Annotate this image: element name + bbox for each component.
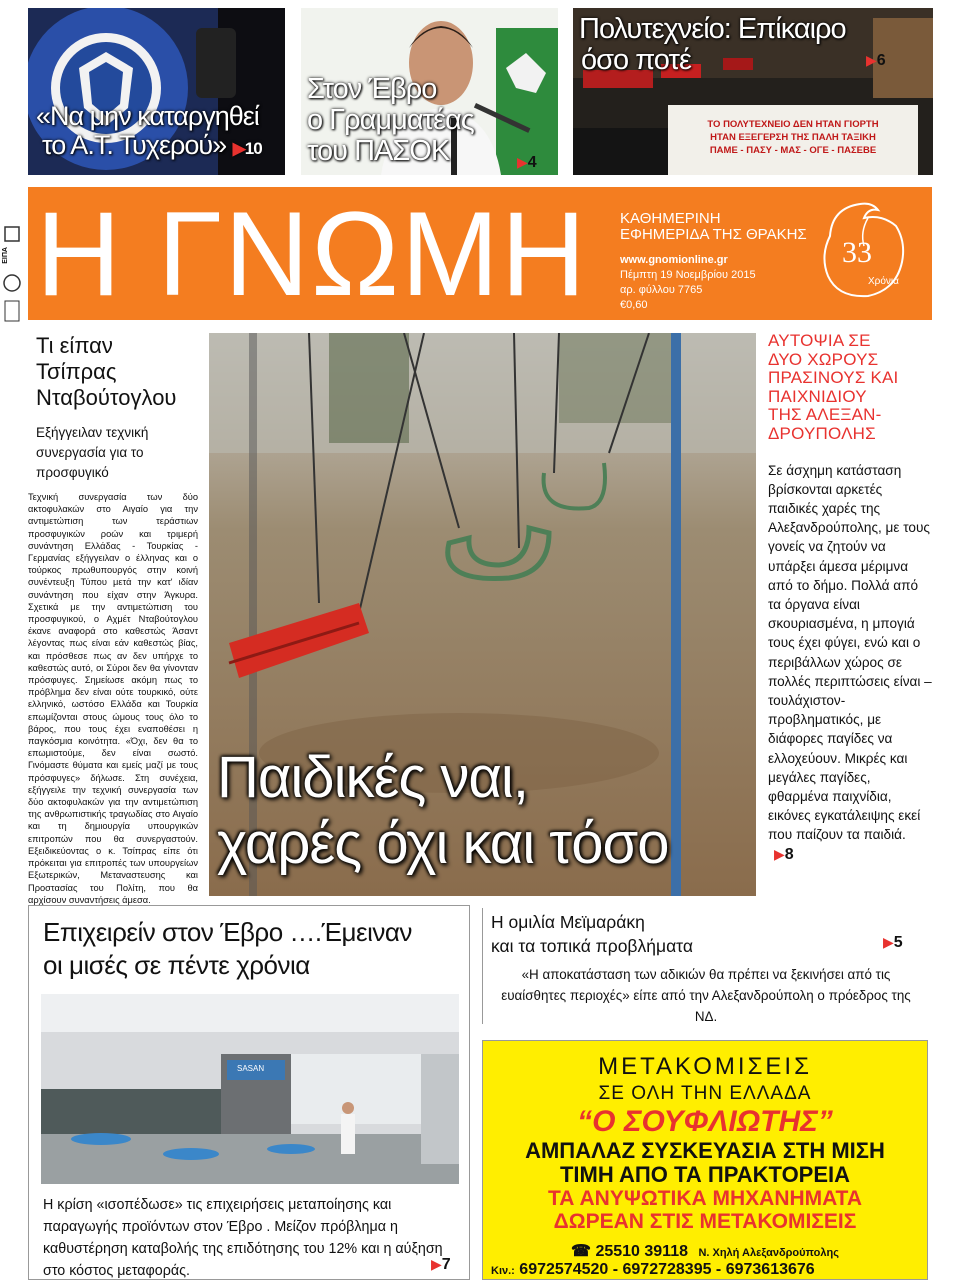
evros-article[interactable]: Επιχειρείν στον Έβρο ….Έμειναν οι μισές σε πέντε χρόνια SASAN Η κρίση «ισοπέδωσε» τις επιχειρήσεις μεταποίησης και παραγωγής προϊόντων στον Έβρο . Μείζον πρόβλημα η καθυστέρηση καταβολής της επιδότησης του 12% και η αύξηση στο κόστος μεταφοράς. ▶7 (28, 905, 470, 1280)
article-title: ΑΥΤΟΨΙΑ ΣΕ (768, 331, 871, 350)
teaser-title: «Να μην καταργηθεί (36, 101, 259, 131)
subtitle-line: ΚΑΘΗΜΕΡΙΝΗ (620, 210, 721, 227)
ad-line: ΑΜΠΑΛΑΖ ΣΥΣΚΕΥΑΣΙΑ ΣΤΗ ΜΙΣΗ (525, 1138, 885, 1163)
phone-icon: ☎ (571, 1243, 591, 1260)
banner-text: ΗΤΑΝ ΕΞΕΓΕΡΣΗ ΤΗΣ ΠΑΛΗ ΤΑΞΙΚΗ (710, 132, 876, 143)
teaser-title: όσο ποτέ (581, 44, 691, 76)
page-ref: 6 (876, 52, 886, 69)
side-label (2, 225, 22, 325)
article-body: Η κρίση «ισοπέδωσε» τις επιχειρήσεις μεταποίησης και παραγωγής προϊόντων στον Έβρο . Μείζον πρόβλημα η καθυστέρηση καταβολής της επιδότησης του 12% και η αύξηση στο κόστος μεταφοράς. (43, 1197, 443, 1279)
ad-mobiles: 6972574520 - 6972728395 - 6973613676 (519, 1261, 815, 1278)
meimarakis-article[interactable]: Η ομιλία Μεϊμαράκη και τα τοπικά προβλήματα ▶5 «Η αποκατάσταση των αδικιών θα πρέπει να ξεκινήσει από τις ευαίσθητες περιοχές» είπε από την Αλεξανδρούπολη ο πρόεδρος της ΝΔ. (482, 908, 928, 1024)
article-title: ΔΥΟ ΧΩΡΟΥΣ (768, 349, 879, 369)
article-body: Σε άσχημη κατάσταση βρίσκονται αρκετές παιδικές χαρές της Αλεξανδρούπολης, με τους γονείς να ζητούν να υπάρξει άμεσα μέριμνα από το δήμο. Πολλά από τα όργανα είναι σκουριασμένα, η μπογιά τους έχει φύγει, ενώ και ο περιβάλλων χώρος σε πολλές περιπτώσεις είναι –τουλάχιστον- προβληματικός, με διάφορες παγίδες να ελλοχεύουν. Μικρές και μεγάλες παγίδες, φθαρμένα παιχνίδια, εικόνες εγκατάλειψης εκεί που παίζουν τα παιδιά. (768, 462, 932, 843)
subtitle-line: ΕΦΗΜΕΡΙΔΑ ΤΗΣ ΘΡΑΚΗΣ (620, 226, 807, 243)
article-title: ΤΗΣ ΑΛΕΞΑΝ- (768, 405, 882, 425)
banner-text: ΤΟ ΠΟΛΥΤΕΧΝΕΙΟ ΔΕΝ ΗΤΑΝ ΓΙΟΡΤΗ (707, 119, 879, 130)
masthead-subtitle (620, 211, 807, 243)
ad-line: ΔΩΡΕΑΝ ΣΤΙΣ ΜΕΤΑΚΟΜΙΣΕΙΣ (553, 1210, 857, 1233)
issue-price: €0,60 (620, 299, 648, 311)
headline-line: χαρές όχι και τόσο (217, 811, 669, 876)
ad-line: ΤΑ ΑΝΥΨΩΤΙΚΑ ΜΗΧΑΝΗΜΑΤΑ (548, 1187, 862, 1210)
headline-line: Παιδικές ναι, (217, 745, 528, 810)
article-body: «Η αποκατάσταση των αδικιών θα πρέπει να ξεκινήσει από τις ευαίσθητες περιοχές» είπε από την Αλεξανδρούπολη ο πρόεδρος της ΝΔ. (501, 967, 911, 1024)
ad-mobile-label: Κιν.: (491, 1265, 515, 1277)
machine-sign: SASAN (237, 1064, 265, 1073)
article-title: ΠΡΑΣΙΝΟΥΣ ΚΑΙ (768, 368, 899, 388)
article-title: ΔΡΟΥΠΟΛΗΣ (768, 423, 876, 443)
teaser-title: Πολυτεχνείο: Επίκαιρο (579, 13, 846, 45)
side-label-text: ΕΙΠΑ (2, 247, 9, 264)
page-ref: 5 (893, 934, 903, 951)
moving-company-ad[interactable] (482, 1040, 928, 1280)
ad-phone: 25510 39118 (595, 1243, 688, 1260)
anniversary-label: Χρόνια (868, 276, 899, 287)
main-headline[interactable] (217, 745, 669, 877)
article-headline: Επιχειρείν στον Έβρο ….Έμειναν (43, 917, 412, 947)
page-ref: 10 (244, 139, 262, 158)
ad-line: ΤΙΜΗ ΑΠΟ ΤΑ ΠΡΑΚΤΟΡΕΙΑ (559, 1162, 851, 1187)
article-title: ΠΑΙΧΝΙΔΙΟΥ (768, 386, 867, 406)
right-article[interactable]: ΑΥΤΟΨΙΑ ΣΕ ΔΥΟ ΧΩΡΟΥΣ ΠΡΑΣΙΝΟΥΣ ΚΑΙ ΠΑΙΧΝΙΔΙΟΥ ΤΗΣ ΑΛΕΞΑΝ- ΔΡΟΥΠΟΛΗΣ Σε άσχημη κατάσταση βρίσκονται αρκετές παιδικές χαρές της Αλεξανδρούπολης, με τους γονείς να ζητούν να υπάρξει άμεσα μέριμνα από το δήμο. Πολλά από τα όργανα είναι σκουριασμένα, η μπογιά τους έχει φύγει, ενώ και ο περιβάλλων χώρος σε πολλές περιπτώσεις είναι –τουλάχιστον- προβληματικός, με διάφορες παγίδες να ελλοχεύουν. Μικρές και μεγάλες παγίδες, φθαρμένα παιχνίδια, εικόνες εγκατάλειψης εκεί που παίζουν τα παιδιά. ▶8 (768, 331, 932, 863)
article-title: Τσίπρας (36, 359, 117, 384)
article-headline: οι μισές σε πέντε χρόνια (43, 950, 310, 980)
website-link[interactable]: www.gnomionline.gr (620, 254, 728, 266)
article-subtitle: Εξήγγειλαν τεχνική (36, 425, 149, 440)
ad-line: ΣΕ ΟΛΗ ΤΗΝ ΕΛΛΑΔΑ (598, 1083, 812, 1104)
article-body: Τεχνική συνεργασία των δύο ακτοφυλακών στο Αιγαίο για την αντιμετώπιση των τεράστιων προσφυγικών ροών και τριμερή συνάντηση Ελλάδας - Τουρκίας - Γερμανίας εξήγγειλαν ο έλληνας και ο τούρκος πρωθυπουργός στην κοινή συνέντευξη Τύπου μετά την κατ' ιδίαν συνάντηση που είχαν στην Άγκυρα. Σχετικά με την αντιμετώπιση του προσφυγικού, ο Αχμέτ Νταβούτογλου έκανε αναφορά στο καθεστώς Άσαντ λέγοντας πως είναι εάν καθεστώς βίας, και πρόσθεσε πως αν δεν υπήρχε το καθεστώς αυτό, οι Σύροι δεν θα γίνονταν πρόσφυγες. Σημείωσε ακόμη πως το πρόβλημα δεν είναι ούτε τουρκικό, ούτε ελληνικό, ωστόσο Ελλάδα και Τουρκία επωμίζονται στους ώμους τους όλο το βάρος, που τους έχει εναποθέσει η παγκόσμια κοινότητα. «Όχι, δεν θα το επωμιστούμε, δεν είναι σωστό. Γινόμαστε θύματα και εμείς μαζί με τους πρόσφυγες» δήλωσε. Στη συνέχεια, εξήγγειλε την τεχνική συνεργασία των δύο ακτοφυλακών για την αντιμετώπιση της ανθρωπιστικής τραγωδίας στο Αιγαίο και τη δημιουργία υπουργικών επιτροπών που θα συνεργαστούν. Εξειδικεύοντας ο κ. Τσίπρας είπε ότι πρόκειται για επιτροπές των υπουργείων Εξωτερικών, Μεταναστευσης και Προστασίας του Πολίτη, που θα αρχίσουν συναντήσεις άμεσα. (28, 492, 198, 905)
teaser-title: Στον Έβρο (307, 73, 437, 105)
ad-address: Ν. Χηλή Αλεξανδρούπολης (698, 1247, 839, 1259)
page-ref: 4 (527, 154, 537, 171)
page-ref: 7 (441, 1256, 451, 1273)
masthead-info (620, 253, 756, 313)
article-title: Τι είπαν (36, 333, 113, 358)
teaser-title: του ΠΑΣΟΚ (307, 135, 450, 167)
teaser-title: το Α.Τ. Τυχερού» (42, 130, 227, 160)
anniversary-badge (812, 196, 912, 314)
teaser-pasok[interactable]: Στον Έβρο ο Γραμματέας του ΠΑΣΟΚ ▶4 (301, 8, 558, 175)
issue-number: αρ. φύλλου 7765 (620, 284, 703, 296)
newspaper-logo[interactable]: Η ΓΝΩΜΗ (36, 187, 588, 321)
article-headline: Η ομιλία Μεϊμαράκη (491, 912, 645, 932)
issue-date: Πέμπτη 19 Νοεμβρίου 2015 (620, 269, 756, 281)
page-ref: 8 (784, 845, 794, 863)
banner-text: ΠΑΜΕ - ΠΑΣΥ - ΜΑΣ - ΟΓΕ - ΠΑΣΕΒΕ (709, 145, 877, 156)
left-article[interactable] (28, 333, 198, 905)
article-title: Νταβούτογλου (36, 385, 177, 410)
factory-image (41, 994, 459, 1184)
teaser-title: ο Γραμματέας (307, 104, 474, 136)
ad-line: ΜΕΤΑΚΟΜΙΣΕΙΣ (598, 1053, 812, 1080)
anniversary-number: 33 (842, 236, 872, 269)
eipa-logo-icon (2, 225, 22, 325)
article-subtitle: συνεργασία για το (36, 445, 144, 460)
article-headline: και τα τοπικά προβλήματα (491, 936, 693, 956)
article-subtitle: προσφυγικό (36, 465, 109, 480)
teaser-police[interactable]: «Να μην καταργηθεί το Α.Τ. Τυχερού» ▶10 (28, 8, 285, 175)
ad-company: “Ο ΣΟΥΦΛΙΩΤΗΣ” (577, 1105, 833, 1138)
teaser-polytechnic[interactable]: ΤΟ ΠΟΛΥΤΕΧΝΕΙΟ ΔΕΝ ΗΤΑΝ ΓΙΟΡΤΗ ΗΤΑΝ ΕΞΕΓΕΡΣΗ ΤΗΣ ΠΑΛΗ ΤΑΞΙΚΗ ΠΑΜΕ - ΠΑΣΥ - ΜΑΣ - ΟΓΕ - ΠΑΣΕΒΕ Πολυτεχνείο: Επίκαιρο όσο ποτέ ▶6 (573, 8, 933, 175)
